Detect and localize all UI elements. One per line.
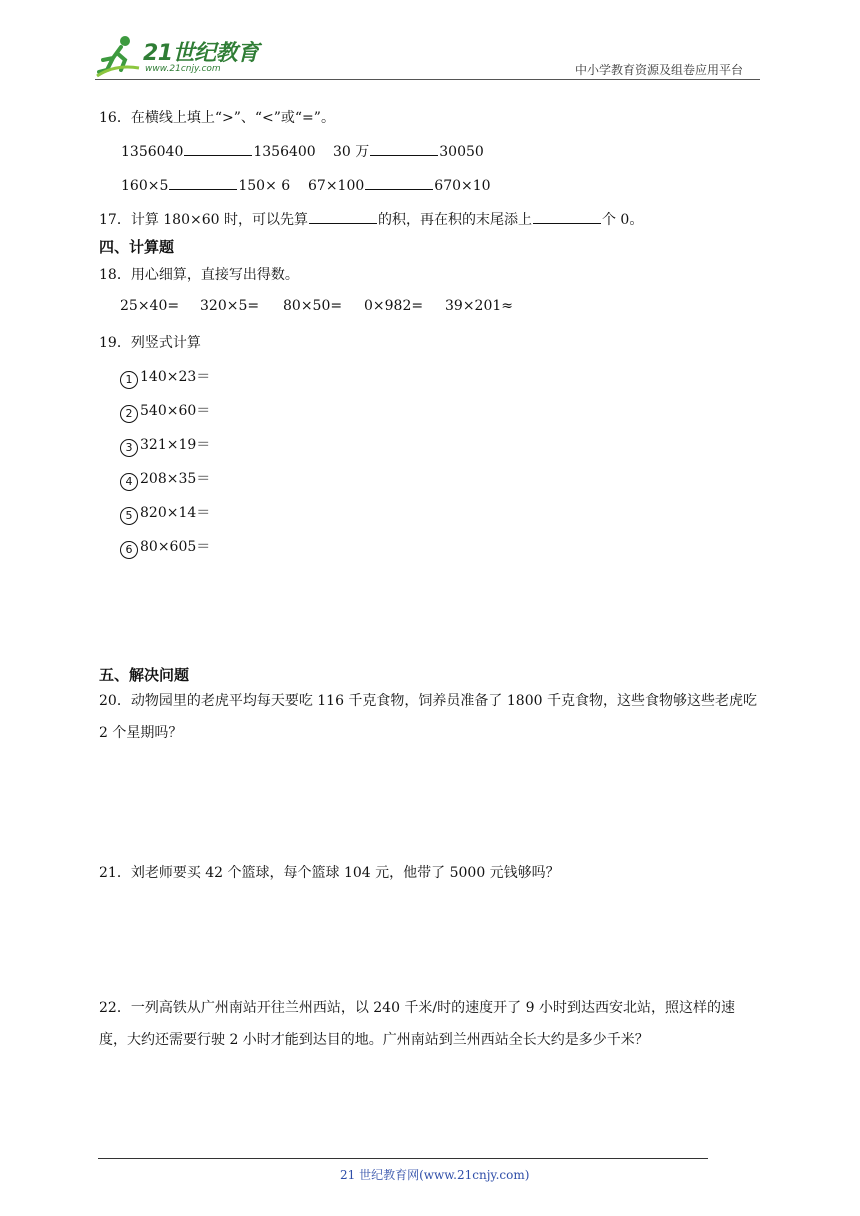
section-heading-calc: 四、计算题 [99,238,175,256]
q19-item [120,502,210,525]
q18-item: 320×5= [200,298,260,314]
q17 [99,209,643,229]
answer-blank[interactable] [533,209,601,224]
q19-item [120,366,210,389]
q16-row-2 [121,175,290,194]
q18-item: 0×982= [364,298,424,314]
q19-expr: 80×605＝ [140,539,211,555]
q16-c-right: 150× 6 [238,178,291,194]
section-heading-problems: 五、解决问题 [99,666,190,684]
q19-item [120,468,210,491]
answer-blank[interactable] [309,209,377,224]
q16-d-left: 67×100 [308,178,365,194]
q18-item: 80×50= [283,298,343,314]
circled-number: 1 [120,371,138,389]
q19-expr: 321×19＝ [140,437,211,453]
circled-number: 6 [120,541,138,559]
q16-row-1 [121,141,316,160]
q16-a-left: 1356040 [121,144,184,160]
q17-part3: 个 0。 [601,212,644,228]
logo-wordmark: 21世纪教育 [143,41,259,66]
footer-link[interactable]: 21 世纪教育网(www.21cnjy.com) [340,1168,530,1182]
q19-expr: 140×23＝ [140,369,211,385]
q19-item [120,434,210,457]
q17-part2: 的积，再在积的末尾添上 [377,212,532,228]
q19-expr: 540×60＝ [140,403,211,419]
q19-prompt: 19．列竖式计算 [99,335,201,351]
circled-number: 2 [120,405,138,423]
q16-d-right: 670×10 [434,178,491,194]
q16-row-2b [308,175,491,194]
q21: 21．刘老师要买 42 个篮球，每个篮球 104 元，他带了 5000 元钱够吗？ [99,865,560,881]
q18-item: 25×40= [120,298,180,314]
q16-b-left: 30 万 [333,144,370,160]
q19-expr: 208×35＝ [140,471,211,487]
footer-divider [98,1158,708,1159]
header-divider [95,79,760,80]
q16-prompt: 16．在横线上填上“>”、“<”或“=”。 [99,110,335,126]
q19-item [120,536,210,559]
q16-a-right: 1356400 [253,144,316,160]
q16-row-1b [333,141,484,161]
q16-b-right: 30050 [439,144,484,160]
circled-number: 4 [120,473,138,491]
circled-number: 3 [120,439,138,457]
q19-expr: 820×14＝ [140,505,211,521]
q16-c-left: 160×5 [121,178,169,194]
answer-blank[interactable] [370,141,438,156]
circled-number: 5 [120,507,138,525]
answer-blank[interactable] [169,175,237,190]
q22: 22．一列高铁从广州南站开往兰州西站，以 240 千米/时的速度开了 9 小时到达西安北站，照这样的速度，大约还需要行驶 2 小时才能到达目的地。广州南站到兰州西站全长大约是多少千米？ [99,1000,735,1048]
q19-item [120,400,210,423]
runner-icon [95,34,141,78]
q18-prompt: 18．用心细算，直接写出得数。 [99,267,299,283]
site-logo [95,34,260,80]
answer-blank[interactable] [365,175,433,190]
answer-blank[interactable] [184,141,252,156]
logo-url: www.21cnjy.com [145,64,221,74]
q18-item: 39×201≈ [445,298,513,314]
q20: 20．动物园里的老虎平均每天要吃 116 千克食物，饲养员准备了 1800 千克食物，这些食物够这些老虎吃 2 个星期吗？ [99,693,757,741]
platform-name: 中小学教育资源及组卷应用平台 [575,63,744,77]
q17-part1: 17．计算 180×60 时，可以先算 [99,212,308,228]
